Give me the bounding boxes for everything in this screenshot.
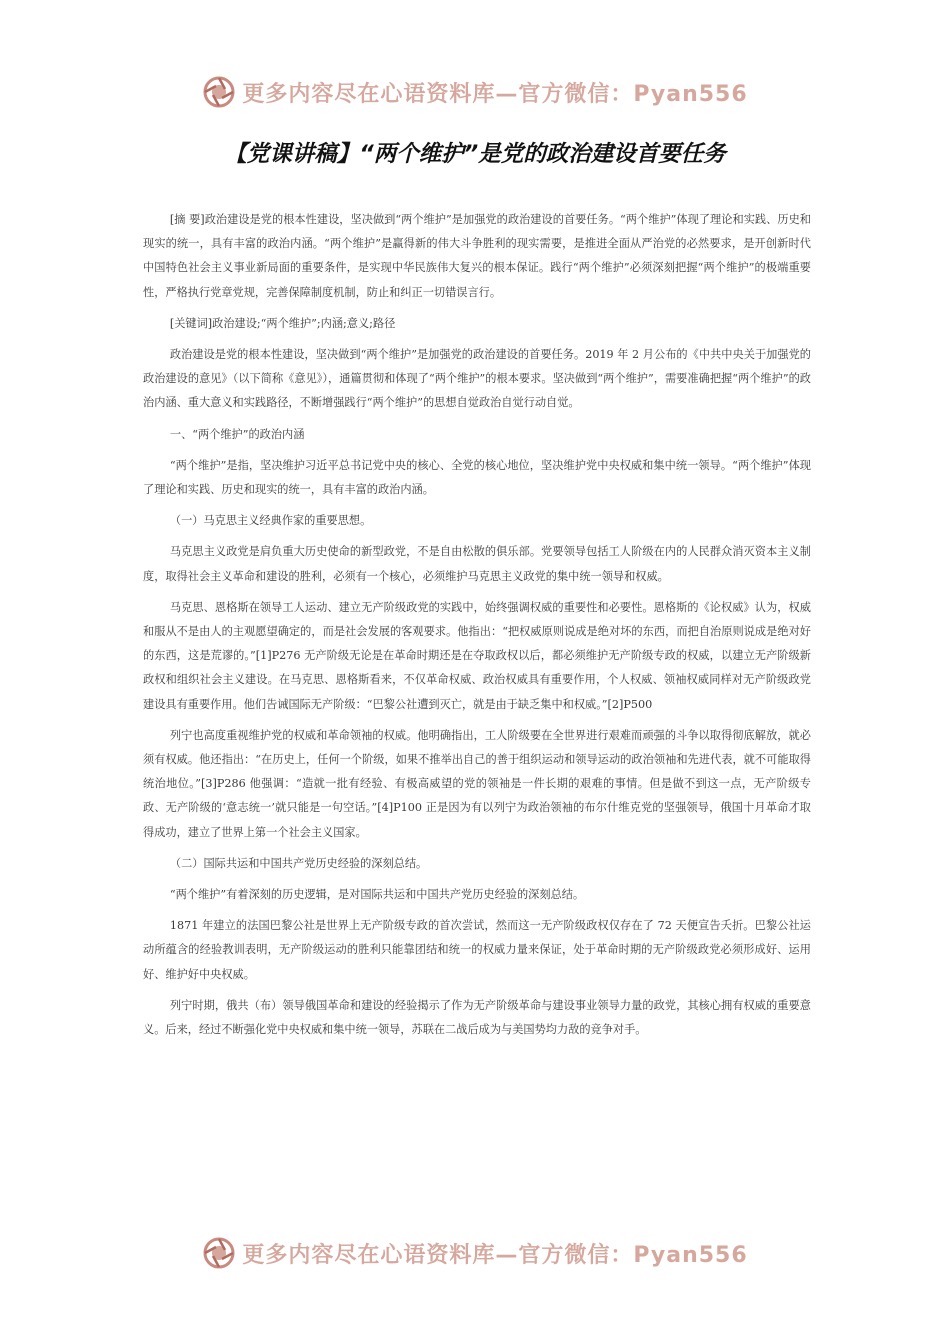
keywords-paragraph: [关键词]政治建设;“两个维护”;内涵;意义;路径 [169,316,396,330]
watermark-text: 更多内容尽在心语资料库—官方微信：Pyan556 [242,1242,748,1268]
section-heading: 一、“两个维护”的政治内涵 [169,427,305,441]
document-title: 【党课讲稿】“两个维护”是党的政治建设首要任务 [224,141,726,167]
camera-aperture-icon [202,75,236,109]
watermark-text: 更多内容尽在心语资料库—官方微信：Pyan556 [242,81,748,107]
body-paragraph: 马克思、恩格斯在领导工人运动、建立无产阶级政党的实践中，始终强调权威的重要性和必要性。恩格斯的《论权威》认为，权威和服从不是由人的主观愿望确定的，而是社会发展的客观要求。他指出：“把权威原则说成是绝对坏的东西，而把自治原则说成是绝对好的东西，这是荒谬的。”[1]P276 无产阶级无论是在革命时期还是在夺取政权以后，都必须维护无产阶级专政的权威，以建立无产阶级新政权和组织社会主义建设。在马克思、恩格斯看来，不仅革命权威、政治权威具有重要作用，个人权威、领袖权威同样对无产阶级政党建设具有重要作用。他们告诫国际无产阶级：“巴黎公社遭到灭亡，就是由于缺乏集中和权威。”[2]P500 [143,600,811,711]
subsection-heading: （一）马克思主义经典作家的重要思想。 [169,514,372,528]
body-paragraph: 列宁时期，俄共（布）领导俄国革命和建设的经验揭示了作为无产阶级革命与建设事业领导力量的政党，其核心拥有权威的重要意义。后来，经过不断强化党中央权威和集中统一领导，苏联在二战后成为与美国势均力敌的竞争对手。 [143,998,811,1037]
body-paragraph: 马克思主义政党是肩负重大历史使命的新型政党，不是自由松散的俱乐部。党要领导包括工人阶级在内的人民群众消灭资本主义制度，取得社会主义革命和建设的胜利，必须有一个核心，必须维护马克思主义政党的集中统一领导和权威。 [143,545,811,583]
body-paragraph: 政治建设是党的根本性建设，坚决做到“两个维护”是加强党的政治建设的首要任务。2019 年 2 月公布的《中共中央关于加强党的政治建设的意见》（以下简称《意见》），通篇贯彻和体现了“两个维护”的根本要求。坚决做到“两个维护”，需要准确把握“两个维护”的政治内涵、重大意义和实践路径，不断增强践行“两个维护”的思想自觉政治自觉行动自觉。 [143,348,811,410]
body-paragraph: 1871 年建立的法国巴黎公社是世界上无产阶级专政的首次尝试，然而这一无产阶级政权仅存在了 72 天便宣告夭折。巴黎公社运动所蕴含的经验教训表明，无产阶级运动的胜利只能靠团结和统一的权威力量来保证，处于革命时期的无产阶级政党必须形成好、运用好、维护好中央权威。 [143,919,811,981]
body-paragraph: “两个维护”是指，坚决维护习近平总书记党中央的核心、全党的核心地位，坚决维护党中央权威和集中统一领导。“两个维护”体现了理论和实践、历史和现实的统一，具有丰富的政治内涵。 [143,458,811,497]
document-body [143,208,811,1049]
abstract-paragraph: [摘 要]政治建设是党的根本性建设，坚决做到“两个维护”是加强党的政治建设的首要任务。“两个维护”体现了理论和实践、历史和现实的统一，具有丰富的政治内涵。“两个维护”是赢得新的伟大斗争胜利的现实需要，是推进全面从严治党的必然要求，是开创新时代中国特色社会主义事业新局面的重要条件，是实现中华民族伟大复兴的根本保证。践行“两个维护”必须深刻把握“两个维护”的极端重要性，严格执行党章党规，完善保障制度机制，防止和纠正一切错误言行。 [143,213,811,299]
camera-aperture-icon [202,1236,236,1270]
footer-watermark-banner [0,1233,950,1273]
subsection-heading: （二）国际共运和中国共产党历史经验的深刻总结。 [169,856,428,870]
header-watermark-banner [0,72,950,112]
body-paragraph: 列宁也高度重视维护党的权威和革命领袖的权威。他明确指出，工人阶级要在全世界进行艰难而顽强的斗争以取得彻底解放，就必须有权威。他还指出：“在历史上，任何一个阶级，如果不推举出自己的善于组织运动和领导运动的政治领袖和先进代表，就不可能取得统治地位。”[3]P286 他强调：“造就一批有经验、有极高威望的党的领袖是一件长期的艰难的事情。但是做不到这一点，无产阶级专政、无产阶级的‘意志统一’就只能是一句空话。”[4]P100 正是因为有以列宁为政治领袖的布尔什维克党的坚强领导，俄国十月革命才取得成功，建立了世界上第一个社会主义国家。 [143,728,811,839]
body-paragraph: “两个维护”有着深刻的历史逻辑，是对国际共运和中国共产党历史经验的深刻总结。 [169,888,585,902]
